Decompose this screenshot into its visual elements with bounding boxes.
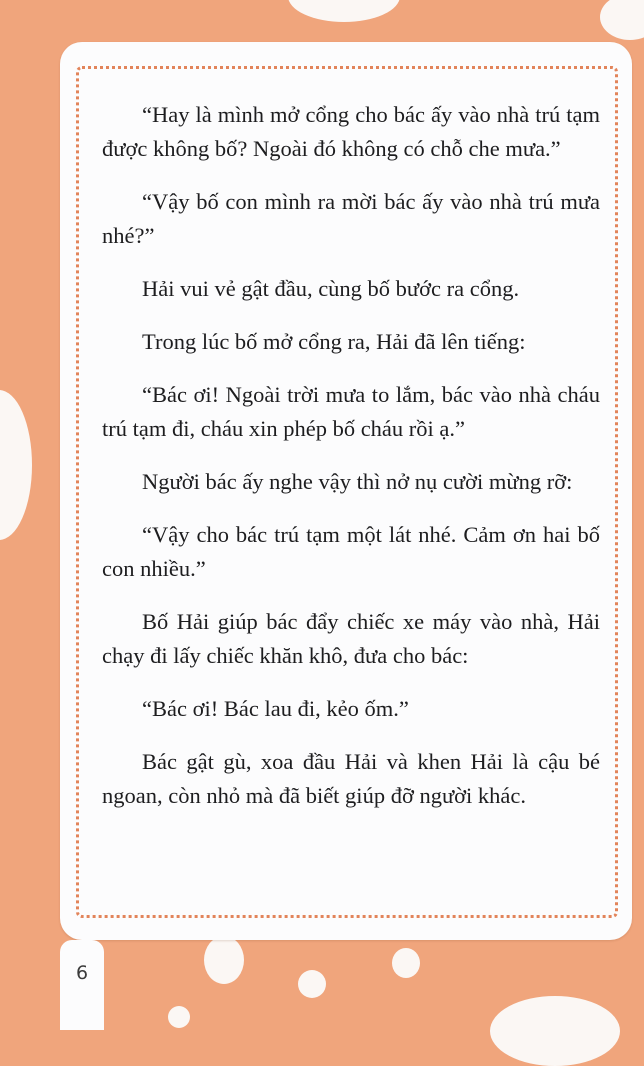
- page-number-tab: [60, 940, 104, 1030]
- decorative-dot: [288, 0, 400, 22]
- decorative-dot: [298, 970, 326, 998]
- decorative-dot: [392, 948, 420, 978]
- paragraph: “Bác ơi! Bác lau đi, kẻo ốm.”: [142, 696, 409, 721]
- paragraph: Trong lúc bố mở cổng ra, Hải đã lên tiếng:: [142, 329, 526, 354]
- paragraph: Hải vui vẻ gật đầu, cùng bố bước ra cổng.: [142, 276, 520, 301]
- decorative-dot: [490, 996, 620, 1066]
- paragraph: Bác gật gù, xoa đầu Hải và khen Hải là cậu bé ngoan, còn nhỏ mà đã biết giúp đỡ người khác.: [102, 749, 600, 808]
- decorative-dot: [204, 936, 244, 984]
- paragraph: “Bác ơi! Ngoài trời mưa to lắm, bác vào nhà cháu trú tạm đi, cháu xin phép bố cháu rồi ạ.”: [102, 382, 600, 441]
- decorative-dot: [168, 1006, 190, 1028]
- paragraph: “Vậy bố con mình ra mời bác ấy vào nhà trú mưa nhé?”: [102, 189, 600, 248]
- story-text: [102, 98, 600, 832]
- paragraph: “Vậy cho bác trú tạm một lát nhé. Cảm ơn hai bố con nhiều.”: [102, 522, 600, 581]
- decorative-dot: [600, 0, 644, 40]
- story-card: [60, 42, 632, 940]
- paragraph: Người bác ấy nghe vậy thì nở nụ cười mừng rỡ:: [142, 469, 573, 494]
- paragraph: “Hay là mình mở cổng cho bác ấy vào nhà trú tạm được không bố? Ngoài đó không có chỗ che mưa.”: [102, 102, 600, 161]
- paragraph: Bố Hải giúp bác đẩy chiếc xe máy vào nhà, Hải chạy đi lấy chiếc khăn khô, đưa cho bác:: [102, 609, 600, 668]
- decorative-dot: [0, 390, 32, 540]
- page-number: 6: [75, 962, 89, 984]
